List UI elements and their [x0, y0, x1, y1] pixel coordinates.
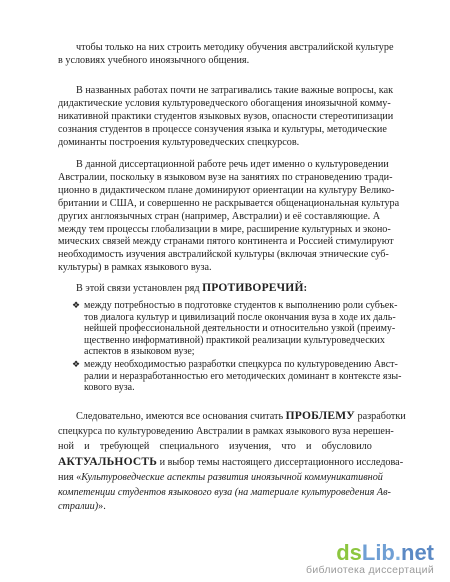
- text-line: культуры) в рамках языкового вуза.: [58, 262, 212, 274]
- text-run: В этой связи установлен ряд: [76, 283, 203, 294]
- text-line: других англоязычных стран (например, Австралии) и её составляющие. А: [58, 210, 381, 222]
- contradictions-list: [58, 300, 402, 395]
- text-line: [58, 455, 404, 470]
- text-line: между потребностью в подготовке студентов к выполнению роли субъек-: [84, 300, 398, 311]
- text-line: [58, 472, 396, 485]
- text-line: [58, 501, 396, 514]
- text-run: и выбор темы настоящего диссертационного исследова-: [157, 456, 404, 468]
- logo-part: net: [401, 540, 434, 565]
- text-line: никативной практики студентов языковых вузов, опасности стереотипизации: [58, 110, 394, 122]
- text-run: :: [303, 283, 308, 294]
- logo-part: Lib: [361, 540, 395, 565]
- heading-relevance: АКТУАЛЬНОСТЬ: [58, 455, 158, 468]
- text-line: между необходимостью разработки спецкурса по культуроведению Авст-: [84, 358, 398, 370]
- text-line: [58, 487, 396, 500]
- text-line: [58, 282, 396, 296]
- text-line: кового вуза.: [84, 382, 135, 394]
- watermark-subtitle: библиотека диссертаций: [306, 564, 434, 576]
- text-run: ния «: [58, 471, 82, 483]
- text-line: дидактические условия культуроведческого обогащения иноязычной комму-: [58, 97, 391, 109]
- heading-problem: ПРОБЛЕМУ: [285, 410, 355, 422]
- text-line: Австралии, поскольку в языковом вузе на занятиях по страноведению тради-: [58, 171, 393, 183]
- bullet-diamond-icon: ❖: [72, 300, 81, 310]
- dissertation-title-part: компетенции студентов языкового вуза (на материале культуроведения Ав-: [58, 486, 391, 498]
- logo-part: .: [394, 540, 401, 565]
- text-run: Следовательно, имеются все основания считать: [76, 411, 286, 422]
- heading-contradictions: ПРОТИВОРЕЧИЙ: [202, 282, 304, 294]
- text-line: необходимость изучения австралийской культуры (включая этнические суб-: [58, 249, 389, 261]
- dissertation-title-part: стралии): [58, 501, 99, 513]
- text-line: аспектов в языковом вузе;: [84, 346, 195, 358]
- text-line: нейшей профессиональной деятельности и относительно узкой (преиму-: [84, 323, 396, 335]
- text-line: В данной диссертационной работе речь идет именно о культуроведении: [76, 159, 389, 170]
- text-line: спецкурса по культуроведению Австралии в рамках языкового вуза нерешен-: [58, 425, 394, 437]
- list-item: [58, 358, 402, 394]
- text-line: В названных работах почти не затрагивались такие важные вопросы, как: [76, 85, 394, 96]
- logo-part: ds: [336, 540, 362, 565]
- paragraph-2: [58, 85, 396, 150]
- dissertation-title-part: Культуроведческие аспекты развития иноязычной коммуникативной: [81, 471, 383, 483]
- bullet-diamond-icon: ❖: [72, 358, 81, 369]
- text-line: ционно в дидактическом плане доминируют ориентации на культуру Велико-: [58, 184, 395, 196]
- text-line: в условиях учебного иноязычного общения.: [58, 54, 250, 66]
- text-line: британии и США, и совершенно не раскрывается общенациональная культура: [58, 197, 400, 209]
- text-run: ».: [98, 501, 106, 513]
- list-item: [58, 300, 396, 358]
- text-run: разработки: [354, 411, 406, 422]
- text-line: мических связей между странами пятого континента и Россией стимулируют: [58, 236, 394, 248]
- paragraph-5: [58, 410, 406, 514]
- text-line: между тем процессы глобализации в мире, расширение культурных и эконо-: [58, 223, 391, 235]
- text-line: [58, 410, 406, 424]
- paragraph-1: [58, 42, 396, 68]
- text-line: доминанты построения культуроведческих спецкурсов.: [58, 136, 300, 148]
- text-line: сознания студентов в процессе сонзучения языка и культуры, методические: [58, 123, 387, 135]
- paragraph-3: [58, 159, 400, 275]
- text-line: щественно информативной) практикой реализации культуроведческих: [84, 334, 385, 346]
- paragraph-4: [58, 282, 396, 296]
- dslib-logo: [306, 542, 434, 564]
- dslib-watermark: [306, 542, 434, 576]
- text-line: чтобы только на них строить методику обучения австралийской культуре: [76, 42, 394, 53]
- text-line: ралии и неразработанностью его методических доминант в контексте язы-: [84, 370, 402, 382]
- text-line: ной и требующей специального изучения, что и обусловило: [58, 440, 372, 452]
- text-line: тов диалога культур и цивилизаций после окончания вуза в ходе их даль-: [84, 311, 396, 323]
